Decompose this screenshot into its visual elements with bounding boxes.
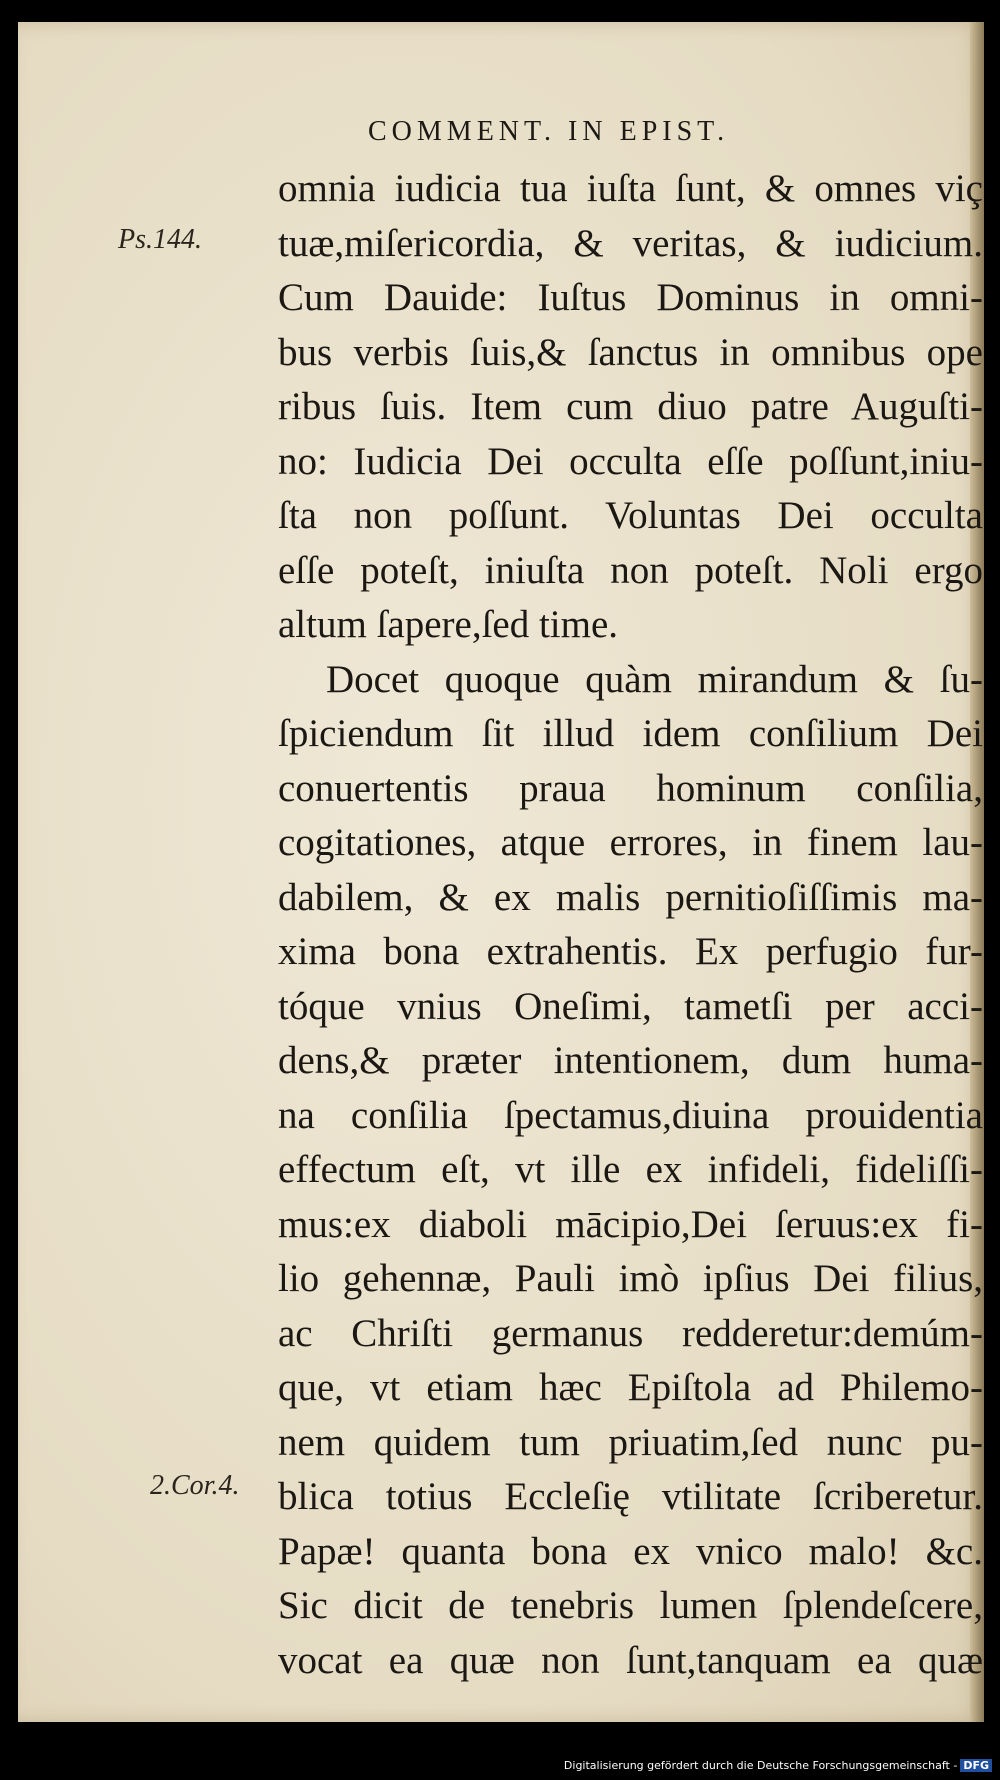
margin-note-psalm: Ps.144. xyxy=(118,224,202,255)
text-line: ribus ſuis. Item cum diuo patre Auguſti- xyxy=(278,385,983,428)
text-line: dabilem, & ex malis pernitioſiſſimis ma- xyxy=(278,875,983,919)
book-page xyxy=(18,22,984,1722)
running-head: COMMENT. IN EPIST. xyxy=(368,116,730,147)
text-line: na conſilia ſpectamus,diuina prouidentia xyxy=(278,1093,983,1137)
text-line: mus:ex diaboli mācipio,Dei ſeruus:ex fi- xyxy=(278,1202,983,1246)
text-line: nem quidem tum priuatim,ſed nunc pu- xyxy=(278,1420,983,1464)
text-line: vocat ea quæ non ſunt,tanquam ea quæ xyxy=(278,1638,983,1682)
dfg-logo: DFG xyxy=(960,1759,992,1772)
text-line: tóque vnius Oneſimi, tametſi per acci- xyxy=(278,984,983,1028)
body-text xyxy=(278,162,983,1688)
text-line: Papæ! quanta bona ex vnico malo! &c. xyxy=(278,1529,983,1573)
text-line: ſpiciendum ſit illud idem conſilium Dei xyxy=(278,712,983,755)
text-line: no: Iudicia Dei occulta eſſe poſſunt,iniu- xyxy=(278,439,983,483)
text-line: Docet quoque quàm mirandum & ſu- xyxy=(326,657,983,701)
text-line: effectum eſt, vt ille ex infideli, fideliſſi- xyxy=(278,1148,983,1191)
text-line: dens,& præter intentionem, dum huma- xyxy=(278,1039,983,1082)
text-line: conuertentis praua hominum conſilia, xyxy=(278,766,983,810)
text-line: blica totius Eccleſię vtilitate ſcriberetur. xyxy=(278,1475,983,1518)
text-line: ac Chriſti germanus redderetur:demúm- xyxy=(278,1311,983,1355)
text-line: tuæ,miſericordia, & veritas, & iudicium. xyxy=(278,221,983,265)
text-line: ſta non poſſunt. Voluntas Dei occulta xyxy=(278,494,983,537)
text-line: altum ſapere,ſed time. xyxy=(278,603,619,646)
text-line: que, vt etiam hæc Epiſtola ad Philemo- xyxy=(278,1366,983,1409)
text-line: Cum Dauide: Iuſtus Dominus in omni- xyxy=(278,276,983,319)
credit-text: Digitalisierung gefördert durch die Deutsche Forschungsgemeinschaft - xyxy=(563,1759,958,1772)
text-line: Sic dicit de tenebris lumen ſplendeſcere, xyxy=(278,1584,983,1627)
text-line: eſſe poteſt, iniuſta non poteſt. Noli ergo xyxy=(278,548,983,592)
text-line: xima bona extrahentis. Ex perfugio fur- xyxy=(278,930,983,973)
text-line: cogitationes, atque errores, in finem lau- xyxy=(278,821,983,864)
text-line: omnia iudicia tua iuſta ſunt, & omnes viç xyxy=(278,167,983,210)
digitization-credit xyxy=(564,1759,992,1772)
margin-note-corinthians: 2.Cor.4. xyxy=(150,1470,240,1501)
text-line: bus verbis ſuis,& ſanctus in omnibus ope xyxy=(278,330,983,374)
text-line: lio gehennæ, Pauli imò ipſius Dei filius, xyxy=(278,1257,983,1300)
